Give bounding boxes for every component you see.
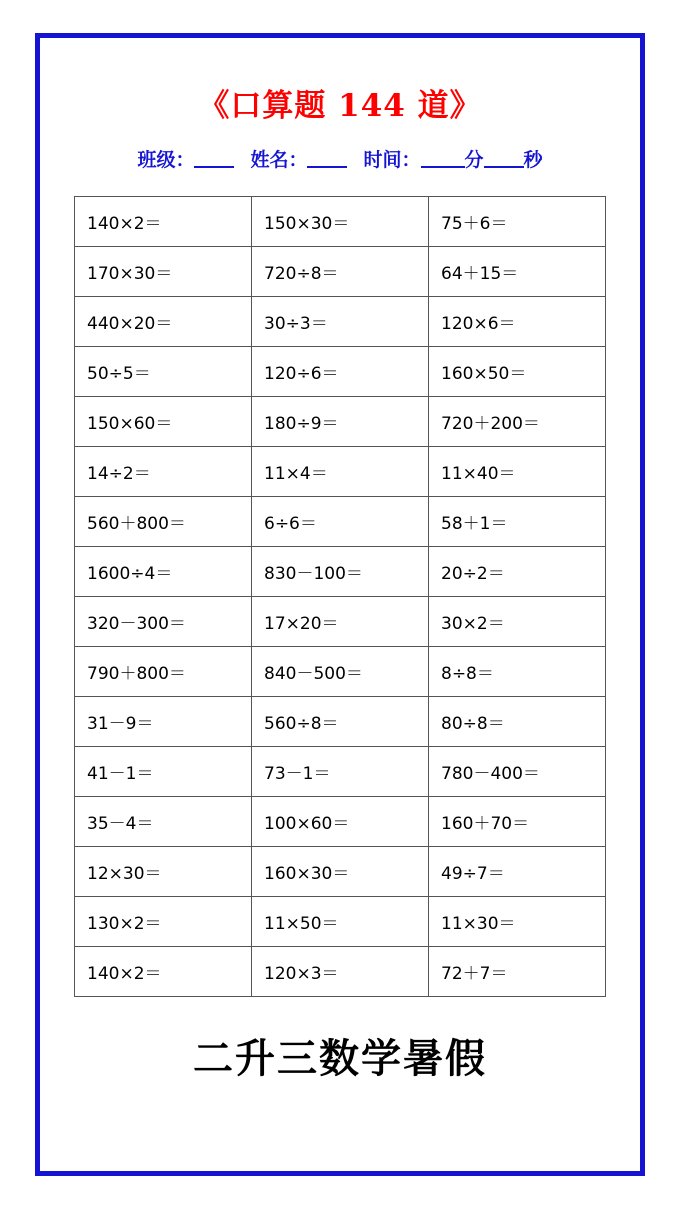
problem-cell[interactable]: 160＋70＝ (429, 797, 606, 847)
problem-cell[interactable]: 100×60＝ (252, 797, 429, 847)
problem-cell[interactable]: 320－300＝ (75, 597, 252, 647)
table-row (75, 597, 606, 647)
problem-cell[interactable]: 64＋15＝ (429, 247, 606, 297)
table-row (75, 797, 606, 847)
class-label: 班级： (137, 149, 195, 171)
table-row (75, 847, 606, 897)
problem-cell[interactable]: 50÷5＝ (75, 347, 252, 397)
minute-unit: 分 (464, 149, 484, 171)
problem-cell[interactable]: 720＋200＝ (429, 397, 606, 447)
name-label: 姓名： (250, 149, 308, 171)
table-row (75, 697, 606, 747)
problem-cell[interactable]: 75＋6＝ (429, 197, 606, 247)
table-row (75, 547, 606, 597)
seconds-blank[interactable] (484, 150, 524, 168)
problem-cell[interactable]: 30×2＝ (429, 597, 606, 647)
problem-cell[interactable]: 31－9＝ (75, 697, 252, 747)
table-row (75, 897, 606, 947)
problem-cell[interactable]: 6÷6＝ (252, 497, 429, 547)
problem-cell[interactable]: 1600÷4＝ (75, 547, 252, 597)
problems-table (74, 196, 606, 997)
problem-cell[interactable]: 73－1＝ (252, 747, 429, 797)
table-row (75, 347, 606, 397)
problem-cell[interactable]: 11×30＝ (429, 897, 606, 947)
footer-heading: 二升三数学暑假 (193, 1036, 487, 1082)
problem-cell[interactable]: 120×6＝ (429, 297, 606, 347)
problem-cell[interactable]: 560＋800＝ (75, 497, 252, 547)
problem-cell[interactable]: 180÷9＝ (252, 397, 429, 447)
problem-cell[interactable]: 130×2＝ (75, 897, 252, 947)
problem-cell[interactable]: 11×50＝ (252, 897, 429, 947)
class-blank[interactable] (194, 150, 234, 168)
name-blank[interactable] (307, 150, 347, 168)
problem-cell[interactable]: 58＋1＝ (429, 497, 606, 547)
problem-cell[interactable]: 20÷2＝ (429, 547, 606, 597)
time-label: 时间： (363, 149, 421, 171)
problem-cell[interactable]: 170×30＝ (75, 247, 252, 297)
worksheet-content (46, 44, 634, 1165)
page-title: 《口算题 144 道》 (198, 88, 482, 124)
problem-cell[interactable]: 11×40＝ (429, 447, 606, 497)
table-row (75, 397, 606, 447)
problem-cell[interactable]: 14÷2＝ (75, 447, 252, 497)
problem-cell[interactable]: 17×20＝ (252, 597, 429, 647)
table-row (75, 947, 606, 997)
problem-cell[interactable]: 72＋7＝ (429, 947, 606, 997)
problem-cell[interactable]: 560÷8＝ (252, 697, 429, 747)
problem-cell[interactable]: 140×2＝ (75, 197, 252, 247)
student-info-line (46, 145, 634, 172)
problem-cell[interactable]: 11×4＝ (252, 447, 429, 497)
problem-cell[interactable]: 790＋800＝ (75, 647, 252, 697)
problem-cell[interactable]: 49÷7＝ (429, 847, 606, 897)
table-row (75, 447, 606, 497)
problem-cell[interactable]: 780－400＝ (429, 747, 606, 797)
problem-cell[interactable]: 150×60＝ (75, 397, 252, 447)
table-row (75, 747, 606, 797)
table-row (75, 297, 606, 347)
problem-cell[interactable]: 720÷8＝ (252, 247, 429, 297)
problem-cell[interactable]: 830－100＝ (252, 547, 429, 597)
problem-cell[interactable]: 160×50＝ (429, 347, 606, 397)
problem-cell[interactable]: 150×30＝ (252, 197, 429, 247)
problem-cell[interactable]: 160×30＝ (252, 847, 429, 897)
problem-cell[interactable]: 8÷8＝ (429, 647, 606, 697)
table-row (75, 197, 606, 247)
problems-body (75, 197, 606, 997)
minutes-blank[interactable] (421, 150, 465, 168)
problem-cell[interactable]: 41－1＝ (75, 747, 252, 797)
problem-cell[interactable]: 80÷8＝ (429, 697, 606, 747)
problem-cell[interactable]: 840－500＝ (252, 647, 429, 697)
problem-cell[interactable]: 120×3＝ (252, 947, 429, 997)
problem-cell[interactable]: 440×20＝ (75, 297, 252, 347)
problem-cell[interactable]: 30÷3＝ (252, 297, 429, 347)
problem-cell[interactable]: 140×2＝ (75, 947, 252, 997)
problem-cell[interactable]: 120÷6＝ (252, 347, 429, 397)
table-row (75, 647, 606, 697)
problem-cell[interactable]: 35－4＝ (75, 797, 252, 847)
table-row (75, 247, 606, 297)
problem-cell[interactable]: 12×30＝ (75, 847, 252, 897)
table-row (75, 497, 606, 547)
second-unit: 秒 (523, 149, 543, 171)
